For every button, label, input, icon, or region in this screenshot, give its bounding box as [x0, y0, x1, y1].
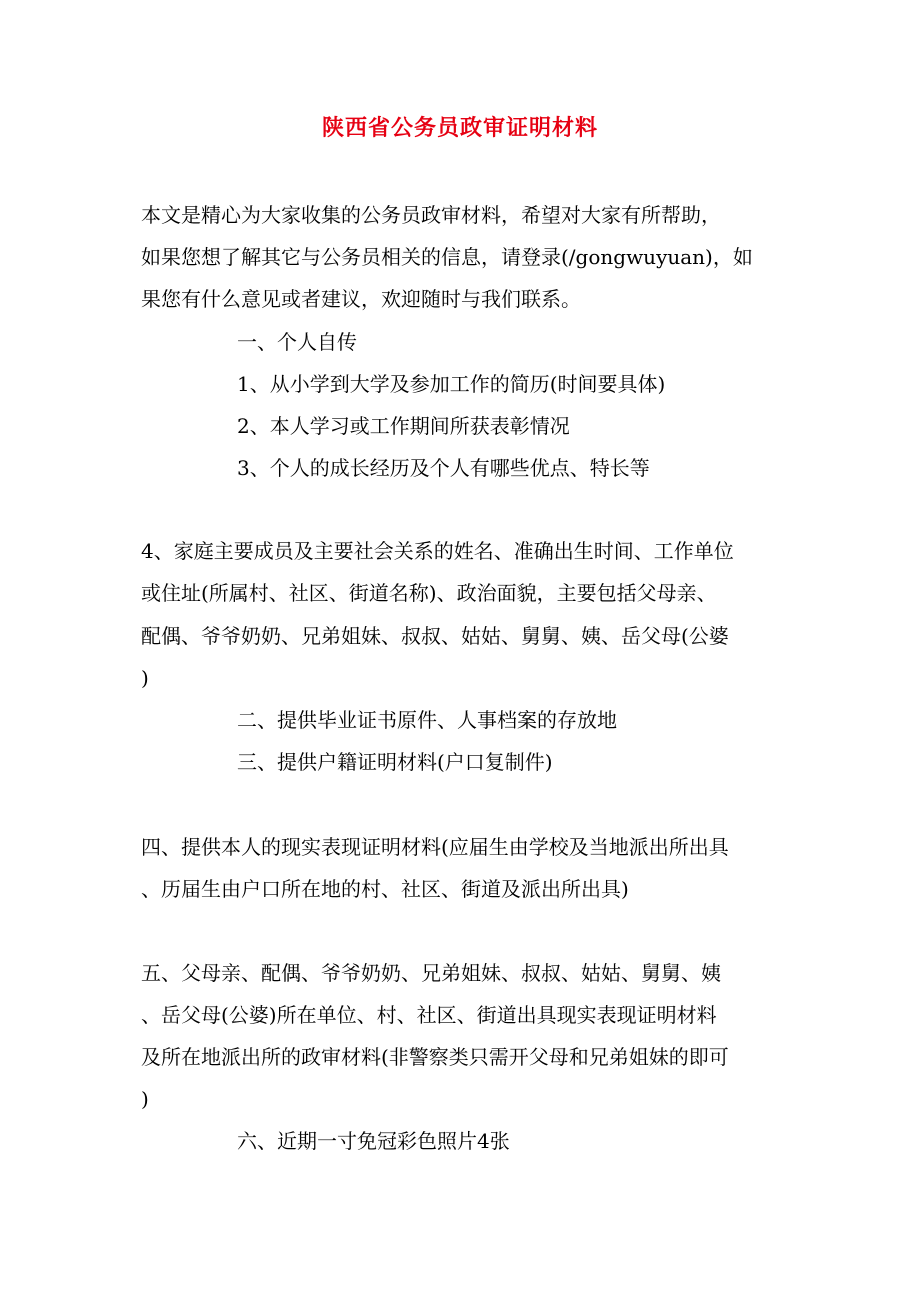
section-heading-2: 二、提供毕业证书原件、人事档案的存放地 — [237, 708, 617, 732]
intro-line-2: 如果您想了解其它与公务员相关的信息，请登录(/gongwuyuan)，如 — [141, 245, 753, 269]
intro-line-3: 果您有什么意见或者建议，欢迎随时与我们联系。 — [141, 287, 581, 311]
paragraph-line: 4、家庭主要成员及主要社会关系的姓名、准确出生时间、工作单位 — [141, 539, 734, 563]
list-item: 3、个人的成长经历及个人有哪些优点、特长等 — [237, 456, 650, 480]
section-heading-1: 一、个人自传 — [237, 330, 357, 354]
paragraph-line: 、历届生由户口所在地的村、社区、街道及派出所出具) — [141, 877, 629, 901]
paragraph-line: 配偶、爷爷奶奶、兄弟姐妹、叔叔、姑姑、舅舅、姨、岳父母(公婆 — [141, 624, 729, 648]
section-heading-4: 四、提供本人的现实表现证明材料(应届生由学校及当地派出所出具 — [141, 835, 729, 859]
paragraph-line: ) — [141, 1087, 149, 1111]
section-heading-3: 三、提供户籍证明材料(户口复制件) — [237, 750, 553, 774]
paragraph-line: 或住址(所属村、社区、街道名称)、政治面貌，主要包括父母亲、 — [141, 581, 717, 605]
paragraph-line: 、岳父母(公婆)所在单位、村、社区、街道出具现实表现证明材料 — [141, 1003, 717, 1027]
section-heading-6: 六、近期一寸免冠彩色照片4张 — [237, 1129, 510, 1153]
list-item: 1、从小学到大学及参加工作的简历(时间要具体) — [237, 372, 666, 396]
list-item: 2、本人学习或工作期间所获表彰情况 — [237, 414, 570, 438]
section-heading-5: 五、父母亲、配偶、爷爷奶奶、兄弟姐妹、叔叔、姑姑、舅舅、姨 — [141, 961, 721, 985]
paragraph-line: 及所在地派出所的政审材料(非警察类只需开父母和兄弟姐妹的即可 — [141, 1045, 729, 1069]
paragraph-line: ) — [141, 666, 149, 690]
intro-line-1: 本文是精心为大家收集的公务员政审材料，希望对大家有所帮助， — [141, 203, 721, 227]
document-title: 陕西省公务员政审证明材料 — [321, 116, 598, 141]
